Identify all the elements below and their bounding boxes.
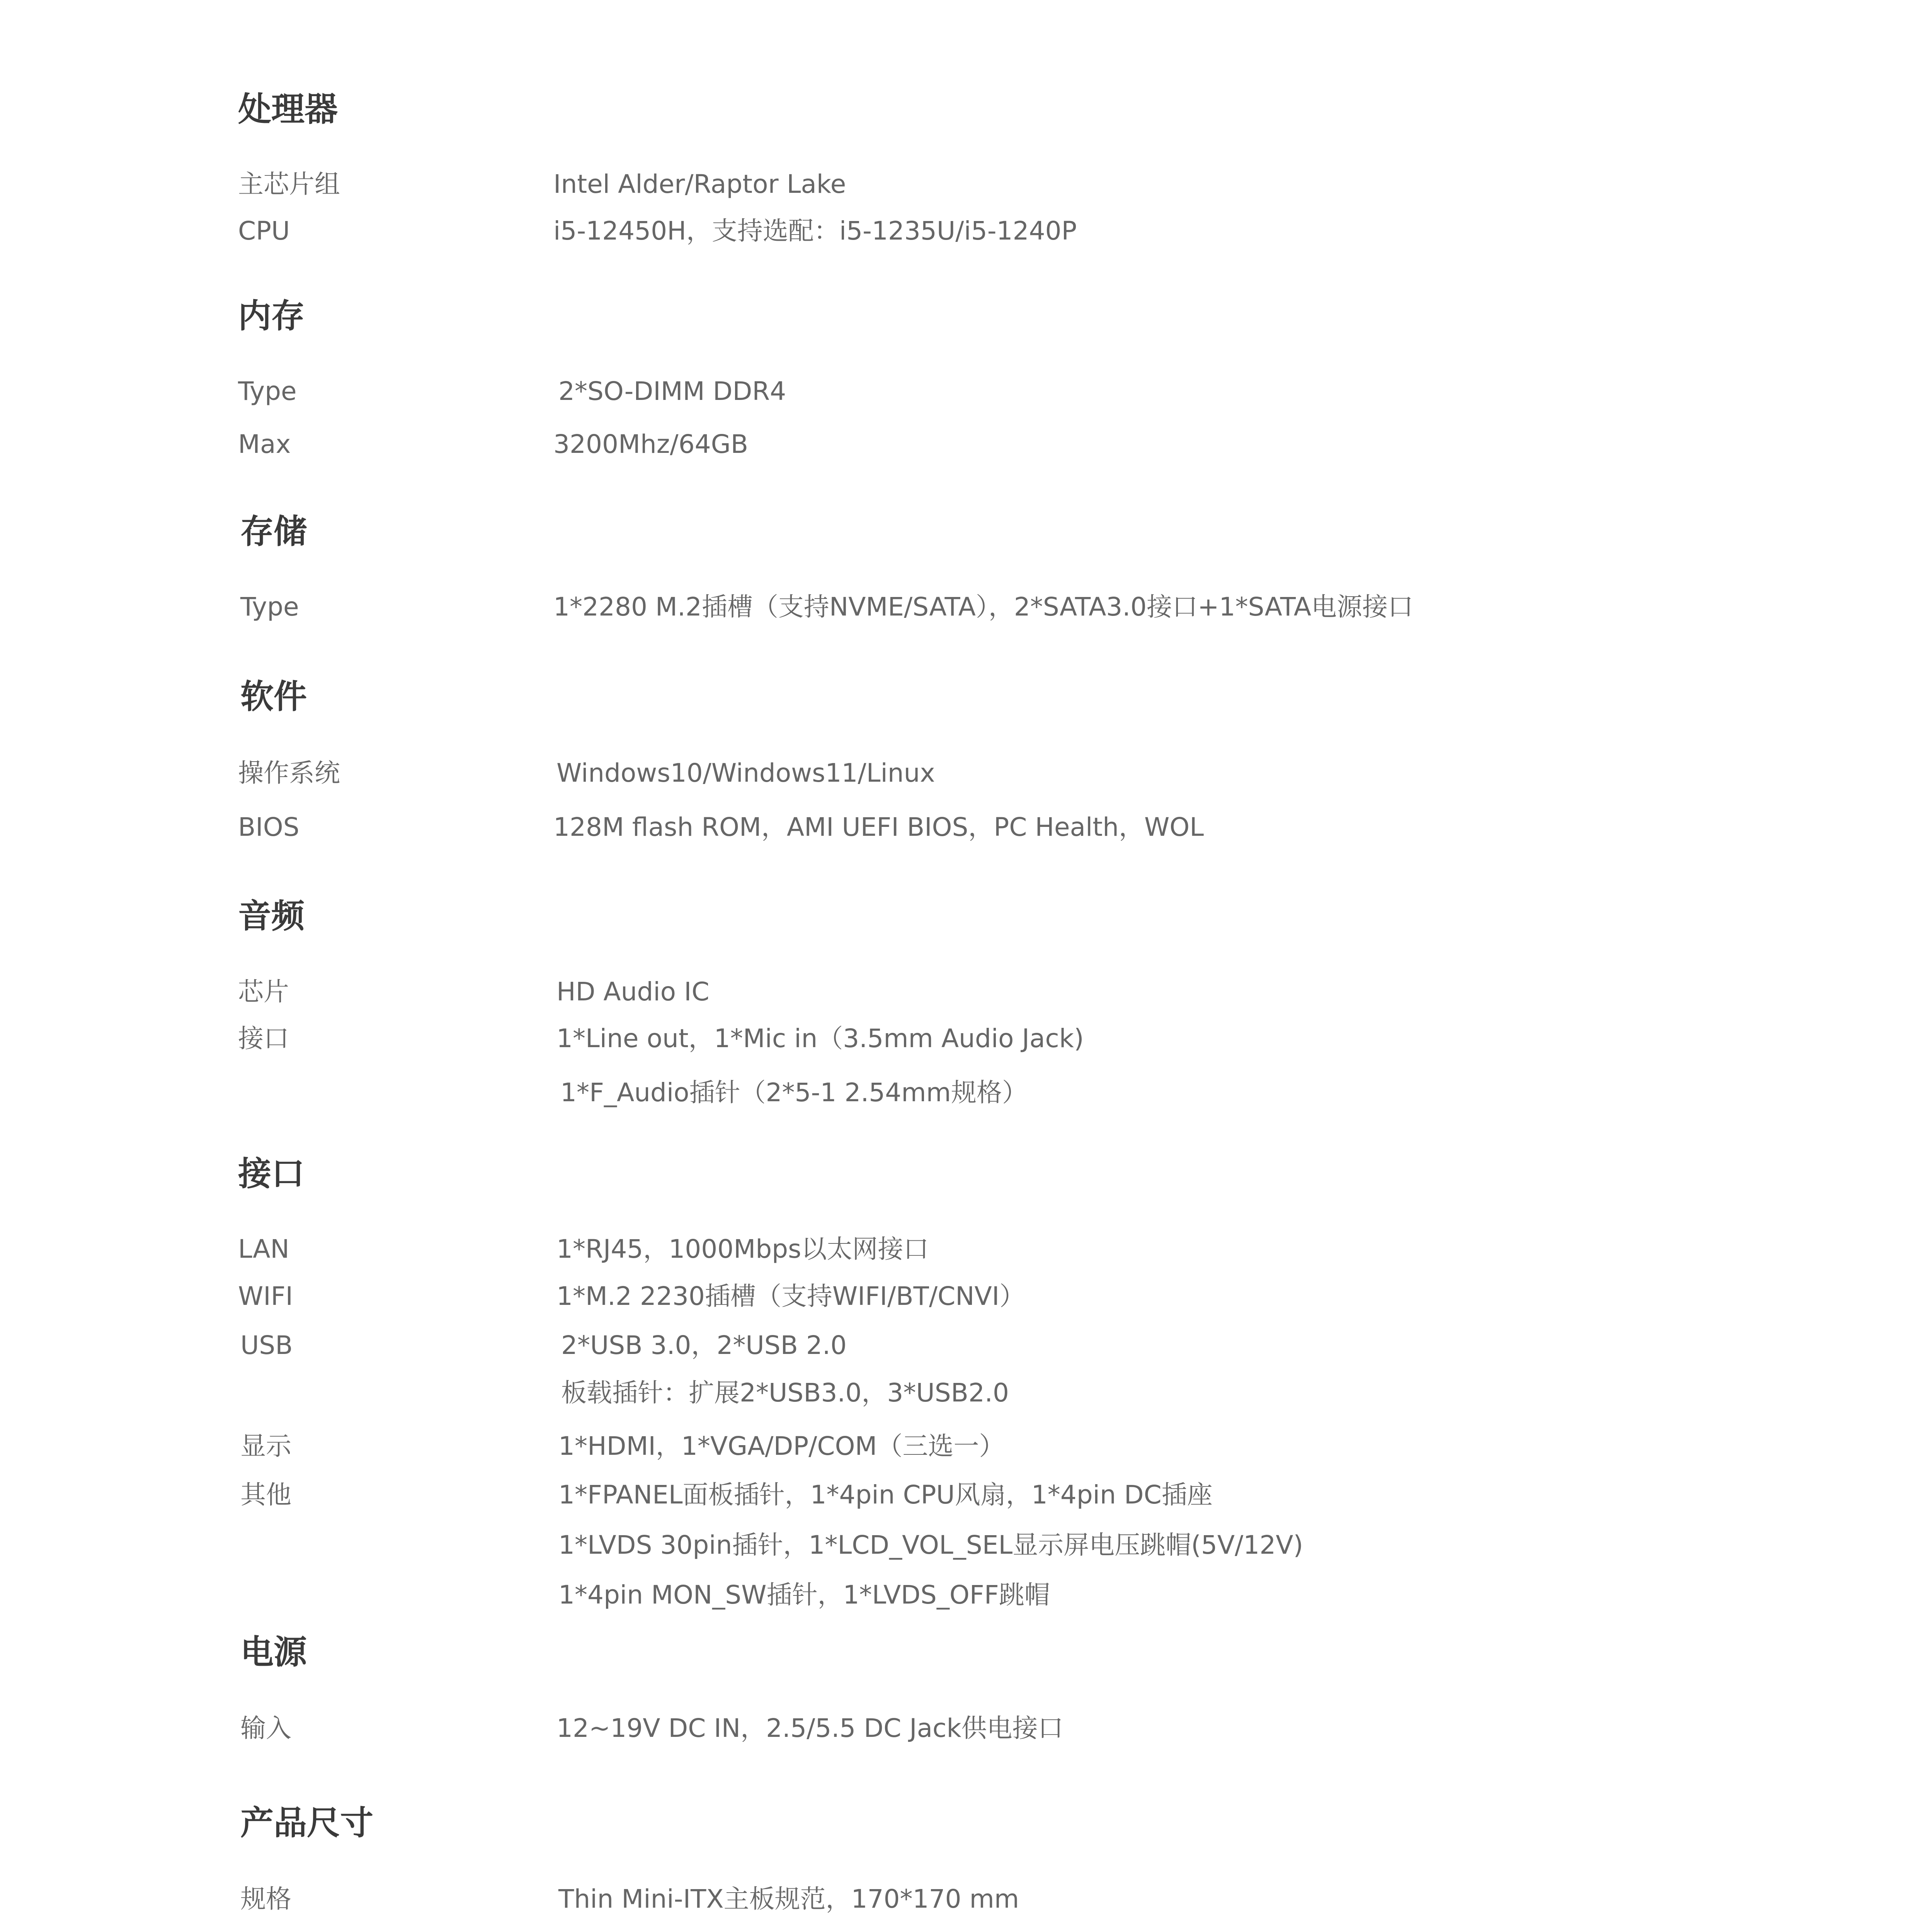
- spec-label-lan: LAN: [238, 1234, 289, 1264]
- spec-label-storage-type: Type: [240, 592, 299, 622]
- spec-value-power-input: 12~19V DC IN，2.5/5.5 DC Jack供电接口: [556, 1713, 1064, 1743]
- spec-value-cpu: i5-12450H，支持选配：i5-1235U/i5-1240P: [553, 216, 1077, 246]
- spec-label-os: 操作系统: [238, 758, 340, 788]
- spec-value-storage-type: 1*2280 M.2插槽（支持NVME/SATA），2*SATA3.0接口+1*SATA电源接口: [553, 592, 1413, 622]
- spec-label-wifi: WIFI: [238, 1281, 293, 1311]
- section-title-dimensions: 产品尺寸: [240, 1804, 373, 1842]
- spec-value-chipset: Intel Alder/Raptor Lake: [553, 169, 846, 199]
- spec-label-audio-port: 接口: [238, 1024, 289, 1053]
- spec-value-usb: 2*USB 3.0，2*USB 2.0: [561, 1330, 847, 1360]
- spec-label-audio-chip: 芯片: [238, 977, 289, 1007]
- spec-label-chipset: 主芯片组: [238, 169, 340, 199]
- spec-value-memory-type: 2*SO-DIMM DDR4: [558, 376, 786, 406]
- spec-label-cpu: CPU: [238, 216, 290, 246]
- spec-value-other-3: 1*4pin MON_SW插针，1*LVDS_OFF跳帽: [558, 1580, 1050, 1610]
- spec-label-memory-type: Type: [238, 376, 297, 406]
- section-title-software: 软件: [240, 677, 307, 716]
- spec-value-other-1: 1*FPANEL面板插针，1*4pin CPU风扇，1*4pin DC插座: [558, 1480, 1213, 1510]
- section-title-audio: 音频: [238, 897, 305, 935]
- section-title-interfaces: 接口: [238, 1155, 305, 1193]
- section-title-power: 电源: [240, 1633, 307, 1672]
- spec-value-lan: 1*RJ45，1000Mbps以太网接口: [556, 1234, 929, 1264]
- spec-value-form-factor: Thin Mini-ITX主板规范，170*170 mm: [558, 1884, 1019, 1914]
- spec-label-power-input: 输入: [240, 1713, 291, 1743]
- spec-value-audio-chip: HD Audio IC: [556, 977, 710, 1007]
- spec-value-audio-port: 1*Line out，1*Mic in（3.5mm Audio Jack): [556, 1024, 1084, 1053]
- spec-label-usb: USB: [240, 1330, 293, 1360]
- spec-label-memory-max: Max: [238, 429, 291, 459]
- section-title-memory: 内存: [238, 297, 305, 335]
- spec-label-other: 其他: [240, 1480, 291, 1510]
- spec-label-form-factor: 规格: [240, 1884, 291, 1914]
- section-title-processor: 处理器: [238, 90, 338, 129]
- spec-value-usb-header: 板载插针：扩展2*USB3.0，3*USB2.0: [561, 1378, 1009, 1408]
- spec-value-wifi: 1*M.2 2230插槽（支持WIFI/BT/CNVI）: [556, 1281, 1025, 1311]
- spec-value-display: 1*HDMI，1*VGA/DP/COM（三选一）: [558, 1431, 1005, 1461]
- spec-value-other-2: 1*LVDS 30pin插针，1*LCD_VOL_SEL显示屏电压跳帽(5V/12V): [558, 1530, 1304, 1560]
- spec-value-memory-max: 3200Mhz/64GB: [553, 429, 749, 459]
- spec-label-bios: BIOS: [238, 812, 300, 842]
- spec-value-os: Windows10/Windows11/Linux: [556, 758, 935, 788]
- spec-value-audio-header: 1*F_Audio插针（2*5-1 2.54mm规格）: [560, 1078, 1028, 1107]
- spec-value-bios: 128M flash ROM，AMI UEFI BIOS，PC Health，WOL: [553, 812, 1204, 842]
- spec-label-display: 显示: [240, 1431, 291, 1461]
- section-title-storage: 存储: [240, 512, 307, 551]
